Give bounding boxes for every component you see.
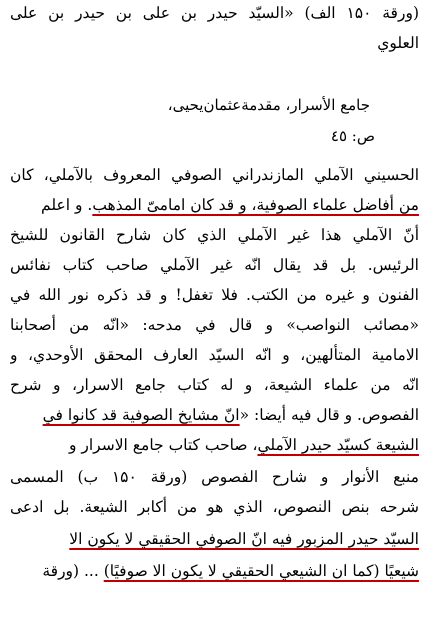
- reference-source: جامع الأسرار، مقدمةعثمان‌يحيى،: [167, 96, 370, 114]
- body-line-6: «مصائب النواصب» و قال في مدحه: «انّه من أصحابنا: [10, 316, 419, 334]
- body-line-7: الامامية المتألهين، و انّه السيّد العارف المحقق الأوحدي، و: [10, 346, 419, 364]
- body-line-10-tail: ، صاحب كتاب جامع الاسرار و: [68, 436, 258, 454]
- body-line-2-tail: . و اعلم: [41, 196, 93, 214]
- body-line-14: [10, 560, 419, 582]
- highlighted-phrase-true-shii: شيعيًا (كما ان الشيعي الحقيقي لا يكون الا صوفيًا): [103, 562, 419, 580]
- highlighted-phrase-sufi-scholars: من أفاضل علماء الصوفية، و قد كان امامىّ المذهب: [92, 196, 419, 214]
- body-line-9-head: الفصوص. و قال فيه أيضا: «: [239, 406, 419, 424]
- body-line-3: أنّ الآملي هذا غير الآملي الذي كان شارح القانون للشيخ: [10, 226, 419, 244]
- highlighted-phrase-true-sufi: السيّد حيدر المزبور فيه انّ الصوفي الحقيقي لا يكون الا: [69, 530, 419, 548]
- body-line-2: [10, 194, 419, 216]
- body-line-12: شرحه بنص النصوص، الذي هو من أكابر الشيعة. بل ادعى: [10, 498, 419, 516]
- body-line-13: [10, 528, 419, 550]
- header-line-2: العلوي: [377, 34, 419, 52]
- body-line-5: الفنون و غيره من الكتب. فلا تغفل! و قد ذكره نور الله في: [10, 286, 419, 304]
- body-line-14-tail: ... (ورقة: [42, 562, 104, 580]
- body-line-11: منبع الأنوار و شارح الفصوص (ورقة ۱۵۰ ب) المسمى: [10, 468, 419, 486]
- highlighted-phrase-sayyid-haydar: الشيعة كسيّد حيدر الآملي: [257, 436, 419, 454]
- header-line-1: (ورقة ۱۵۰ الف) «السيّد حيدر بن على بن حيدر بن على: [10, 4, 419, 22]
- body-line-10: [10, 434, 419, 456]
- body-line-9: [10, 404, 419, 426]
- highlighted-phrase-sufi-masters: انّ مشايخ الصوفية قد كانوا في: [42, 406, 240, 424]
- body-line-8: انّه من علماء الشيعة، و له كتاب جامع الاسرار، و شرح: [10, 376, 419, 394]
- body-line-1: الحسيني الآملي المازندراني الصوفي المعروف بالآملي، كان: [10, 166, 419, 184]
- body-line-4: الرئيس. بل قد يقال انّه غير الآملي صاحب كتاب نفائس: [10, 256, 419, 274]
- reference-page: ص: ٤٥: [330, 127, 375, 145]
